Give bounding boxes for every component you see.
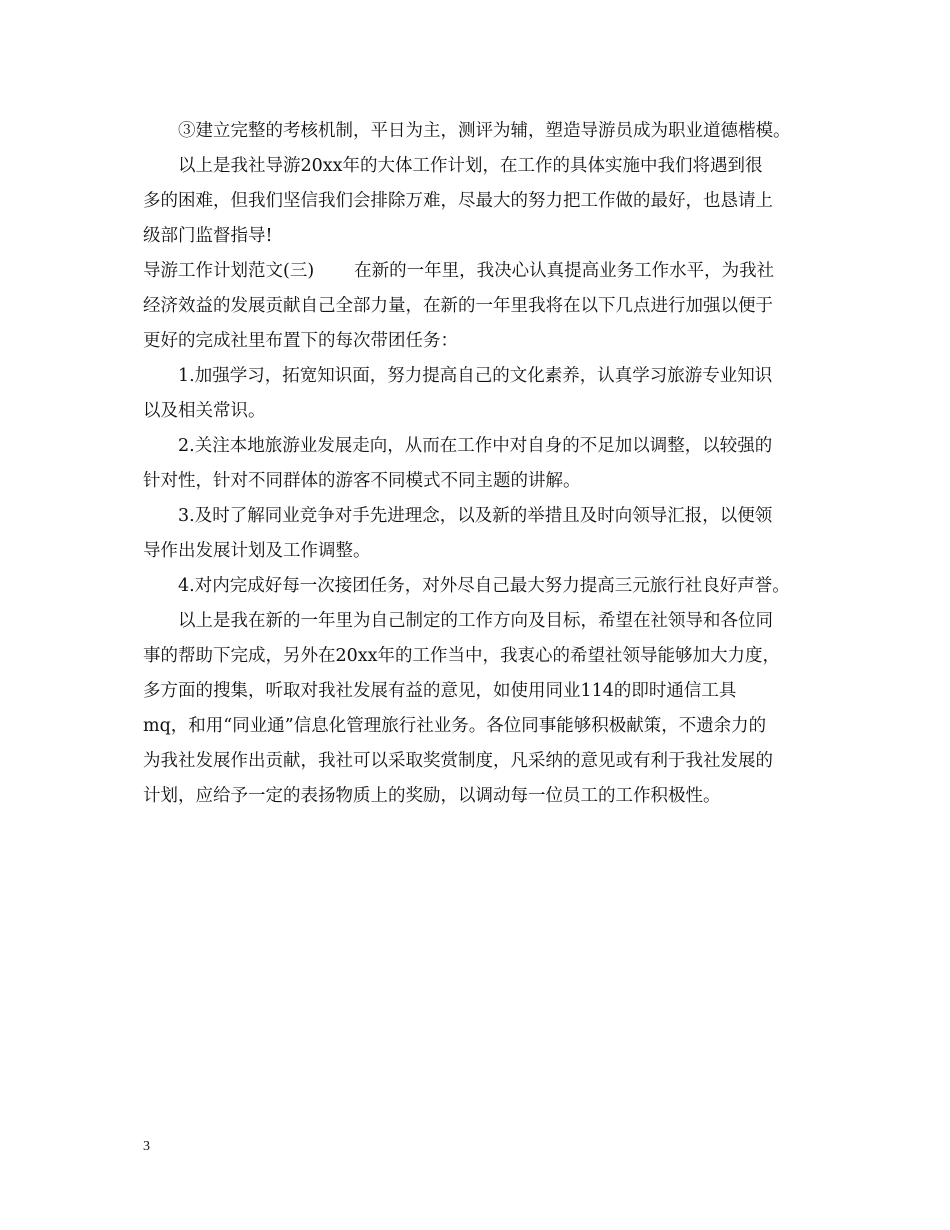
section-heading-text: 在新的一年里，我决心认真提高业务工作水平，为我社 — [354, 261, 775, 281]
list-item-line: 导作出发展计划及工作调整。 — [143, 541, 371, 561]
list-item-line: 2.关注本地旅游业发展走向，从而在工作中对自身的不足加以调整，以较强的 — [178, 436, 773, 456]
paragraph-line: ③建立完整的考核机制，平日为主，测评为辅，塑造导游员成为职业道德楷模。 — [178, 121, 791, 141]
paragraph-line: 级部门监督指导! — [143, 226, 273, 246]
paragraph-line: 更好的完成社里布置下的每次带团任务： — [143, 331, 458, 351]
paragraph-line: 为我社发展作出贡献，我社可以采取奖赏制度，凡采纳的意见或有利于我社发展的 — [143, 751, 773, 771]
section-heading-title: 导游工作计划范文(三) — [143, 261, 315, 281]
document-body — [143, 116, 813, 816]
section-heading-line — [143, 256, 813, 286]
paragraph-line: 多的困难，但我们坚信我们会排除万难，尽最大的努力把工作做的最好，也恳请上 — [143, 191, 773, 211]
list-item-line: 4.对内完成好每一次接团任务，对外尽自己最大努力提高三元旅行社良好声誉。 — [178, 576, 790, 596]
paragraph-line: 多方面的搜集，听取对我社发展有益的意见，如使用同业114的即时通信工具 — [143, 681, 737, 701]
paragraph-line: mq，和用“同业通”信息化管理旅行社业务。各位同事能够积极献策，不遗余力的 — [143, 716, 767, 736]
paragraph-line: 以上是我在新的一年里为自己制定的工作方向及目标，希望在社领导和各位同 — [178, 611, 773, 631]
paragraph-line: 经济效益的发展贡献自己全部力量，在新的一年里我将在以下几点进行加强以便于 — [143, 296, 773, 316]
paragraph-line: 计划，应给予一定的表扬物质上的奖励，以调动每一位员工的工作积极性。 — [143, 786, 721, 806]
list-item-line: 1.加强学习，拓宽知识面，努力提高自己的文化素养，认真学习旅游专业知识 — [178, 366, 773, 386]
list-item-line: 针对性，针对不同群体的游客不同模式不同主题的讲解。 — [143, 471, 581, 491]
list-item-line: 以及相关常识。 — [143, 401, 266, 421]
paragraph-line: 事的帮助下完成，另外在20xx年的工作当中，我衷心的希望社领导能够加大力度， — [143, 646, 781, 666]
page-number: 3 — [143, 1139, 150, 1154]
paragraph-line: 以上是我社导游20xx年的大体工作计划，在工作的具体实施中我们将遇到很 — [178, 156, 763, 176]
list-item-line: 3.及时了解同业竞争对手先进理念，以及新的举措且及时向领导汇报，以便领 — [178, 506, 773, 526]
